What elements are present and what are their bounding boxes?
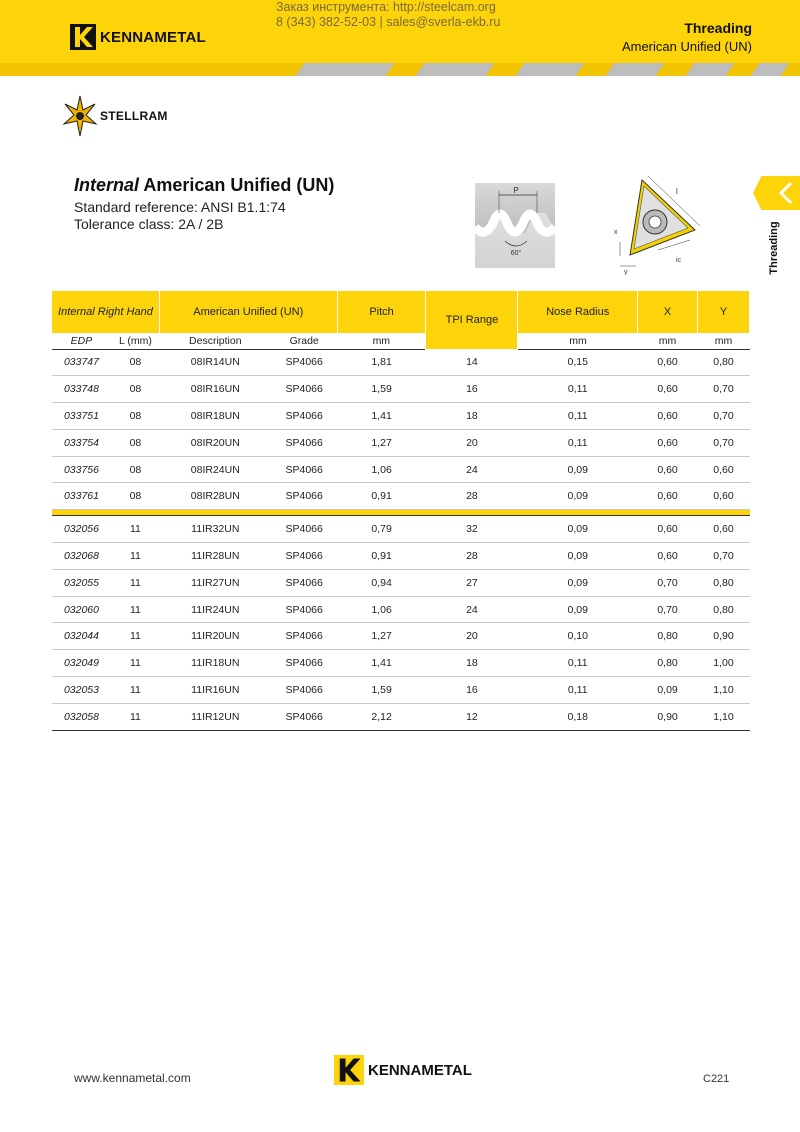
header-american-unified: American Unified (UN) — [159, 291, 337, 333]
header-nose-radius: Nose Radius — [518, 291, 638, 333]
nose-radius-cell: 0,09 — [518, 456, 638, 483]
description-cell: 11IR12UN — [159, 703, 271, 730]
description-cell: 11IR32UN — [159, 516, 271, 543]
edp-cell: 033754 — [52, 429, 112, 456]
page-title: Internal American Unified (UN) — [74, 175, 335, 195]
header-internal-right-hand: Internal Right Hand — [52, 291, 160, 333]
edp-cell: 032058 — [52, 703, 112, 730]
footer-url[interactable]: www.kennametal.com — [74, 1071, 191, 1085]
contact-line-1: Заказ инструмента: http://steelcam.org — [276, 0, 496, 14]
table-row — [52, 516, 750, 543]
x-cell: 0,70 — [638, 596, 698, 623]
side-tab-label: Threading — [768, 221, 780, 275]
pitch-cell: 0,91 — [337, 483, 426, 510]
x-cell: 0,09 — [638, 677, 698, 704]
header-pitch-unit: mm — [337, 333, 426, 349]
nose-radius-cell: 0,10 — [518, 623, 638, 650]
spec-table — [51, 291, 750, 731]
nose-radius-cell: 0,15 — [518, 349, 638, 376]
tpi-cell: 20 — [426, 623, 518, 650]
description-cell: 08IR14UN — [159, 349, 271, 376]
x-cell: 0,60 — [638, 403, 698, 430]
nose-radius-cell: 0,09 — [518, 483, 638, 510]
x-cell: 0,60 — [638, 376, 698, 403]
pitch-cell: 1,27 — [337, 429, 426, 456]
pitch-cell: 1,06 — [337, 596, 426, 623]
length-cell: 11 — [111, 650, 159, 677]
tpi-cell: 27 — [426, 569, 518, 596]
header-x-unit: mm — [638, 333, 698, 349]
edp-cell: 032055 — [52, 569, 112, 596]
chevron-left-icon — [778, 181, 794, 205]
length-cell: 08 — [111, 429, 159, 456]
standard-reference: Standard reference: ANSI B1.1:74 — [74, 199, 286, 215]
table-header-row-1 — [52, 291, 750, 333]
description-cell: 08IR18UN — [159, 403, 271, 430]
page-number: C221 — [703, 1073, 730, 1085]
nose-radius-cell: 0,09 — [518, 569, 638, 596]
kennametal-k-icon — [70, 24, 96, 50]
grade-cell: SP4066 — [271, 650, 337, 677]
tpi-cell: 18 — [426, 403, 518, 430]
tpi-cell: 16 — [426, 376, 518, 403]
nose-radius-cell: 0,11 — [518, 650, 638, 677]
tpi-cell: 16 — [426, 677, 518, 704]
table-row — [52, 376, 750, 403]
thread-pitch-label: P — [513, 186, 519, 195]
pitch-cell: 2,12 — [337, 703, 426, 730]
tolerance-class: Tolerance class: 2A / 2B — [74, 216, 224, 232]
description-cell: 08IR28UN — [159, 483, 271, 510]
footer-wordmark: KENNAMETAL — [368, 1061, 472, 1079]
header-length: L (mm) — [111, 333, 159, 349]
length-cell: 11 — [111, 516, 159, 543]
length-cell: 11 — [111, 596, 159, 623]
header-grade: Grade — [271, 333, 337, 349]
header-pitch: Pitch — [337, 291, 426, 333]
pitch-cell: 1,06 — [337, 456, 426, 483]
y-cell: 0,60 — [698, 516, 750, 543]
table-row — [52, 569, 750, 596]
section-subtitle: American Unified (UN) — [621, 39, 752, 54]
y-cell: 1,00 — [698, 650, 750, 677]
nose-radius-cell: 0,11 — [518, 376, 638, 403]
length-cell: 08 — [111, 456, 159, 483]
section-title: Threading — [684, 20, 752, 36]
tpi-cell: 12 — [426, 703, 518, 730]
length-cell: 11 — [111, 623, 159, 650]
pitch-cell: 1,27 — [337, 623, 426, 650]
tpi-cell: 20 — [426, 429, 518, 456]
edp-cell: 033748 — [52, 376, 112, 403]
grade-cell: SP4066 — [271, 376, 337, 403]
table-row — [52, 349, 750, 376]
grade-cell: SP4066 — [271, 543, 337, 570]
table-row — [52, 403, 750, 430]
tpi-cell: 32 — [426, 516, 518, 543]
insert-x-label: x — [614, 229, 618, 236]
header-y: Y — [698, 291, 750, 333]
grade-cell: SP4066 — [271, 596, 337, 623]
edp-cell: 032068 — [52, 543, 112, 570]
nose-radius-cell: 0,11 — [518, 429, 638, 456]
header-description: Description — [159, 333, 271, 349]
side-tab[interactable] — [753, 176, 800, 210]
edp-cell: 032044 — [52, 623, 112, 650]
table-row — [52, 429, 750, 456]
pitch-cell: 0,79 — [337, 516, 426, 543]
y-cell: 0,70 — [698, 376, 750, 403]
edp-cell: 032056 — [52, 516, 112, 543]
header-edp: EDP — [52, 333, 112, 349]
contact-info — [276, 0, 500, 30]
table-row — [52, 483, 750, 510]
edp-cell: 033751 — [52, 403, 112, 430]
tpi-cell: 18 — [426, 650, 518, 677]
y-cell: 0,70 — [698, 403, 750, 430]
description-cell: 08IR24UN — [159, 456, 271, 483]
edp-cell: 033756 — [52, 456, 112, 483]
edp-cell: 032049 — [52, 650, 112, 677]
x-cell: 0,80 — [638, 650, 698, 677]
edp-cell: 032053 — [52, 677, 112, 704]
nose-radius-cell: 0,09 — [518, 543, 638, 570]
grade-cell: SP4066 — [271, 349, 337, 376]
pitch-cell: 1,41 — [337, 403, 426, 430]
length-cell: 08 — [111, 483, 159, 510]
x-cell: 0,60 — [638, 483, 698, 510]
kennametal-wordmark: KENNAMETAL — [100, 28, 206, 46]
description-cell: 11IR24UN — [159, 596, 271, 623]
table-row — [52, 456, 750, 483]
edp-cell: 032060 — [52, 596, 112, 623]
table-row — [52, 596, 750, 623]
insert-y-label: y — [624, 269, 628, 275]
x-cell: 0,60 — [638, 429, 698, 456]
header-x: X — [638, 291, 698, 333]
pitch-cell: 0,91 — [337, 543, 426, 570]
y-cell: 1,10 — [698, 677, 750, 704]
thread-profile-diagram — [475, 183, 555, 268]
y-cell: 0,60 — [698, 483, 750, 510]
insert-diagram — [600, 170, 710, 275]
grade-cell: SP4066 — [271, 403, 337, 430]
table-row — [52, 703, 750, 730]
pitch-cell: 1,59 — [337, 376, 426, 403]
table-row — [52, 677, 750, 704]
grade-cell: SP4066 — [271, 677, 337, 704]
x-cell: 0,60 — [638, 349, 698, 376]
length-cell: 08 — [111, 403, 159, 430]
length-cell: 08 — [111, 376, 159, 403]
length-cell: 11 — [111, 543, 159, 570]
x-cell: 0,90 — [638, 703, 698, 730]
tpi-cell: 28 — [426, 543, 518, 570]
grade-cell: SP4066 — [271, 703, 337, 730]
header-nose-radius-unit: mm — [518, 333, 638, 349]
tpi-cell: 24 — [426, 596, 518, 623]
length-cell: 11 — [111, 677, 159, 704]
kennametal-k-icon — [334, 1055, 364, 1085]
description-cell: 11IR20UN — [159, 623, 271, 650]
contact-line-2: 8 (343) 382-52-03 | sales@sverla-ekb.ru — [276, 15, 501, 29]
insert-ic-label: ic — [676, 257, 682, 264]
footer-kennametal-logo — [334, 1055, 472, 1085]
stellram-logo — [62, 94, 168, 138]
length-cell: 11 — [111, 703, 159, 730]
y-cell: 0,60 — [698, 456, 750, 483]
table-row — [52, 650, 750, 677]
nose-radius-cell: 0,11 — [518, 403, 638, 430]
stellram-wordmark: STELLRAM — [100, 109, 168, 123]
x-cell: 0,60 — [638, 543, 698, 570]
grade-cell: SP4066 — [271, 516, 337, 543]
grade-cell: SP4066 — [271, 483, 337, 510]
nose-radius-cell: 0,09 — [518, 596, 638, 623]
description-cell: 11IR28UN — [159, 543, 271, 570]
edp-cell: 033761 — [52, 483, 112, 510]
nose-radius-cell: 0,18 — [518, 703, 638, 730]
y-cell: 0,70 — [698, 429, 750, 456]
header-y-unit: mm — [698, 333, 750, 349]
title-block — [74, 175, 334, 232]
description-cell: 11IR18UN — [159, 650, 271, 677]
description-cell: 11IR16UN — [159, 677, 271, 704]
header-stripe — [0, 63, 800, 76]
pitch-cell: 0,94 — [337, 569, 426, 596]
y-cell: 1,10 — [698, 703, 750, 730]
table-header-row-2 — [52, 333, 750, 349]
x-cell: 0,70 — [638, 569, 698, 596]
grade-cell: SP4066 — [271, 429, 337, 456]
length-cell: 08 — [111, 349, 159, 376]
pitch-cell: 1,81 — [337, 349, 426, 376]
table-row — [52, 543, 750, 570]
x-cell: 0,80 — [638, 623, 698, 650]
x-cell: 0,60 — [638, 456, 698, 483]
y-cell: 0,70 — [698, 543, 750, 570]
edp-cell: 033747 — [52, 349, 112, 376]
header-tpi-range: TPI Range — [426, 291, 518, 349]
length-cell: 11 — [111, 569, 159, 596]
stellram-star-icon — [62, 94, 98, 138]
tpi-cell: 28 — [426, 483, 518, 510]
y-cell: 0,80 — [698, 596, 750, 623]
grade-cell: SP4066 — [271, 456, 337, 483]
y-cell: 0,80 — [698, 569, 750, 596]
kennametal-logo[interactable] — [70, 24, 210, 50]
pitch-cell: 1,41 — [337, 650, 426, 677]
description-cell: 11IR27UN — [159, 569, 271, 596]
grade-cell: SP4066 — [271, 623, 337, 650]
grade-cell: SP4066 — [271, 569, 337, 596]
tpi-cell: 14 — [426, 349, 518, 376]
insert-l-label: l — [676, 187, 678, 196]
x-cell: 0,60 — [638, 516, 698, 543]
y-cell: 0,80 — [698, 349, 750, 376]
pitch-cell: 1,59 — [337, 677, 426, 704]
description-cell: 08IR16UN — [159, 376, 271, 403]
description-cell: 08IR20UN — [159, 429, 271, 456]
nose-radius-cell: 0,09 — [518, 516, 638, 543]
nose-radius-cell: 0,11 — [518, 677, 638, 704]
thread-angle-label: 60° — [510, 250, 522, 257]
table-row — [52, 623, 750, 650]
tpi-cell: 24 — [426, 456, 518, 483]
y-cell: 0,90 — [698, 623, 750, 650]
